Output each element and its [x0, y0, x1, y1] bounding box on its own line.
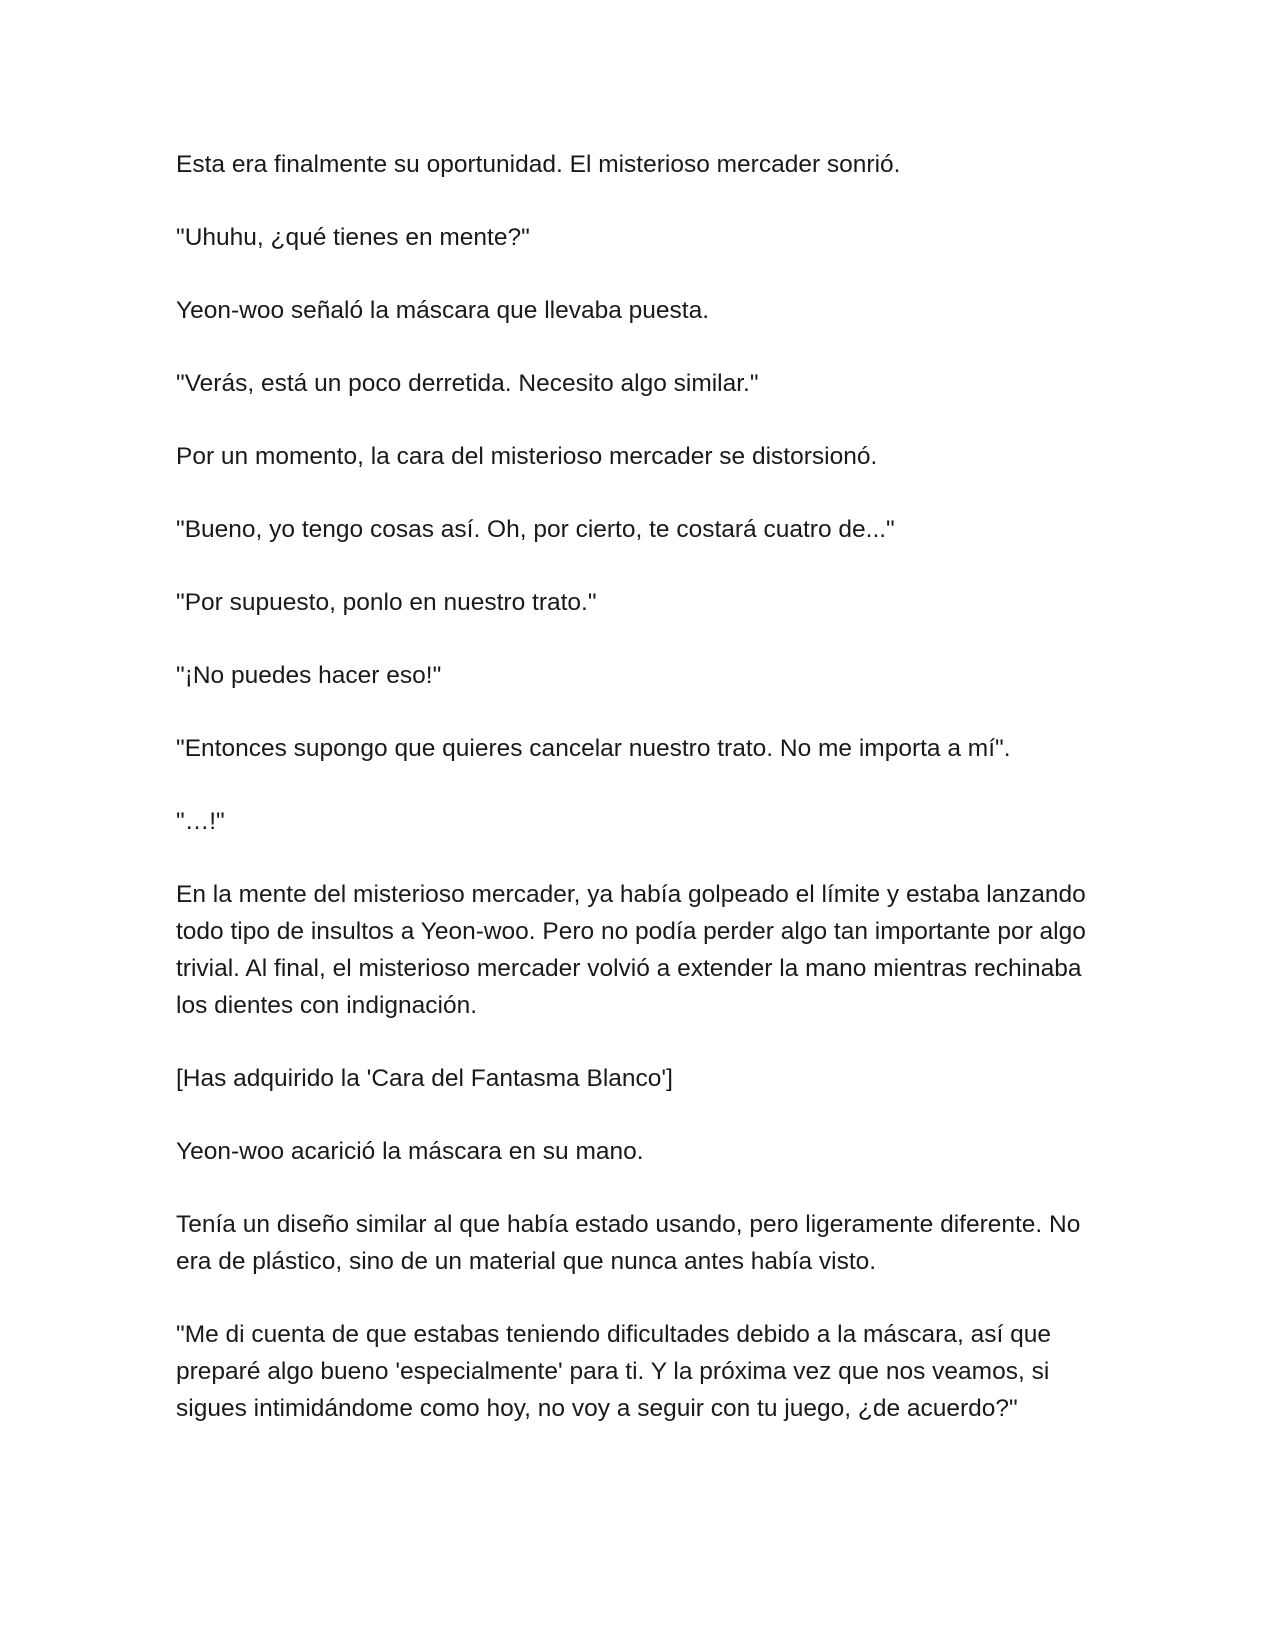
paragraph: En la mente del misterioso mercader, ya había golpeado el límite y estaba lanzando todo tipo de insultos a Yeon-woo. Pero no podía perder algo tan importante por algo trivial. Al final, el misterioso mercader volvió a extender la mano mientras rechinaba los dientes con indignación.: [176, 881, 1086, 1019]
paragraph: "Por supuesto, ponlo en nuestro trato.": [176, 589, 597, 616]
paragraph: "Me di cuenta de que estabas teniendo dificultades debido a la máscara, así que preparé algo bueno 'especialmente' para ti. Y la próxima vez que nos veamos, si sigues intimidándome como hoy, no voy a seguir con tu juego, ¿de acuerdo?": [176, 1321, 1051, 1422]
paragraph: "Uhuhu, ¿qué tienes en mente?": [176, 224, 530, 251]
paragraph: "…!": [176, 808, 225, 835]
paragraph: Yeon-woo señaló la máscara que llevaba puesta.: [176, 297, 710, 324]
paragraph: Yeon-woo acarició la máscara en su mano.: [176, 1138, 644, 1165]
paragraph: Esta era finalmente su oportunidad. El misterioso mercader sonrió.: [176, 151, 901, 178]
paragraph: "¡No puedes hacer eso!": [176, 662, 442, 689]
paragraph: "Entonces supongo que quieres cancelar nuestro trato. No me importa a mí".: [176, 735, 1011, 762]
paragraph: [Has adquirido la 'Cara del Fantasma Blanco']: [176, 1065, 673, 1092]
document-body: [176, 146, 1096, 1463]
paragraph: "Bueno, yo tengo cosas así. Oh, por cierto, te costará cuatro de...": [176, 516, 895, 543]
paragraph: Por un momento, la cara del misterioso mercader se distorsionó.: [176, 443, 878, 470]
paragraph: Tenía un diseño similar al que había estado usando, pero ligeramente diferente. No era de plástico, sino de un material que nunca antes había visto.: [176, 1211, 1081, 1275]
paragraph: "Verás, está un poco derretida. Necesito algo similar.": [176, 370, 759, 397]
